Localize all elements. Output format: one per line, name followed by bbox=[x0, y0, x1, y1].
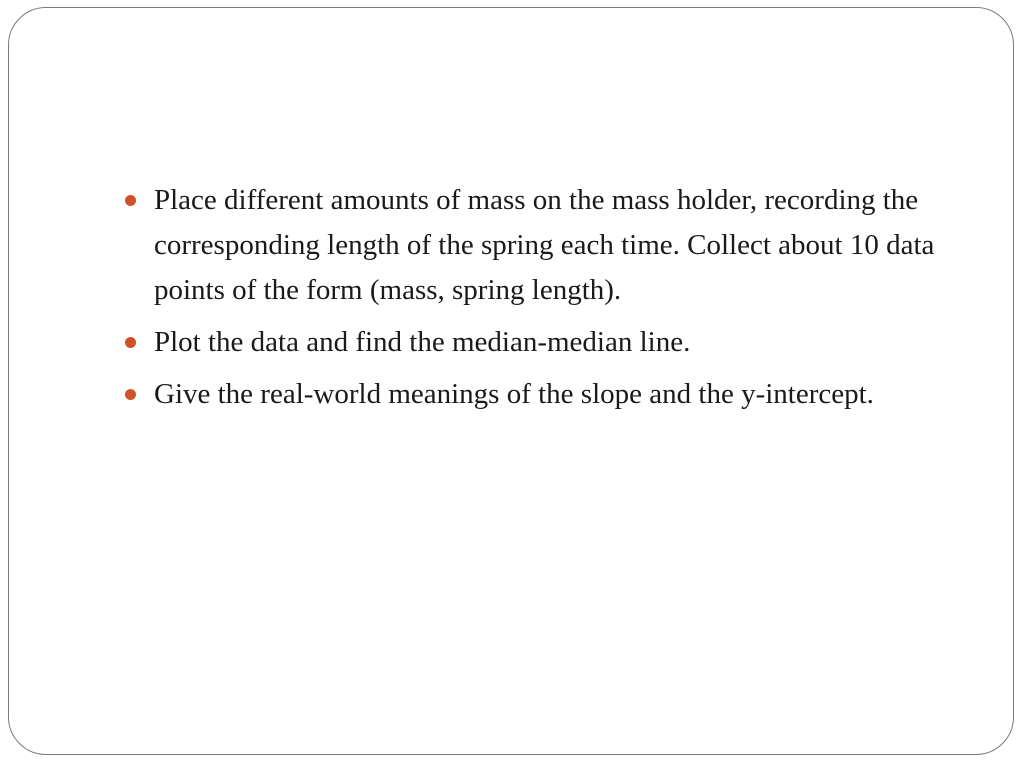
slide bbox=[8, 7, 1014, 755]
bullet-icon bbox=[125, 337, 136, 348]
bullet-list bbox=[123, 178, 953, 424]
bullet-text: Plot the data and find the median-median line. bbox=[154, 326, 691, 358]
list-item bbox=[123, 372, 953, 417]
bullet-icon bbox=[125, 389, 136, 400]
list-item bbox=[123, 320, 953, 365]
list-item bbox=[123, 178, 953, 313]
bullet-icon bbox=[125, 195, 136, 206]
bullet-text: Place different amounts of mass on the mass holder, recording the corresponding length of the spring each time. Collect about 10 data points of the form (mass, spring length). bbox=[154, 184, 935, 306]
bullet-text: Give the real-world meanings of the slope and the y-intercept. bbox=[154, 378, 874, 410]
